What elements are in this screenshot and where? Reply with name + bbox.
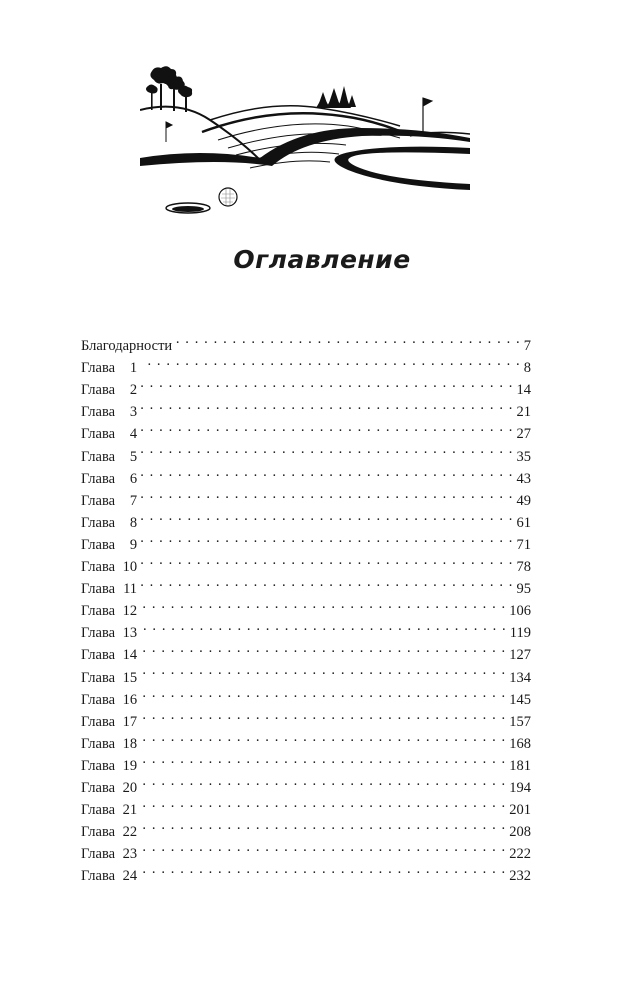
toc-entry[interactable]	[81, 350, 531, 377]
dot-leader	[176, 328, 521, 350]
toc-entry-title: Глава	[81, 647, 116, 664]
toc-entry-label	[81, 622, 137, 644]
toc-entry-title: Глава	[81, 868, 116, 885]
flag-right	[423, 98, 432, 132]
toc-entry-title: Глава	[81, 735, 116, 752]
toc-entry-page: 157	[509, 713, 531, 730]
toc-entry-number: 14	[122, 647, 138, 664]
toc-entry-number: 15	[122, 669, 138, 686]
page-title: Оглавление	[233, 244, 411, 274]
toc-entry-page: 49	[516, 492, 531, 509]
dot-leader	[141, 593, 506, 615]
toc-entry[interactable]	[81, 571, 531, 598]
dot-leader	[141, 792, 506, 814]
toc-entry-page: 8	[523, 360, 531, 377]
toc-entry[interactable]	[81, 704, 531, 730]
dot-leader	[141, 350, 521, 372]
toc-entry-title: Глава	[81, 404, 116, 421]
tree-cluster-left	[146, 66, 192, 112]
toc-entry-page: 106	[509, 603, 531, 620]
toc-entry-label	[81, 556, 137, 578]
toc-entry-page: 35	[516, 448, 531, 465]
toc-entry-title: Глава	[81, 779, 116, 796]
toc-entry-label	[81, 534, 137, 556]
golf-course-illustration	[140, 62, 470, 222]
fairway-dark-band	[334, 147, 470, 190]
dot-leader	[141, 505, 513, 527]
flag-left	[166, 122, 172, 142]
toc-entry[interactable]	[81, 593, 531, 620]
dot-leader	[141, 726, 506, 748]
toc-entry[interactable]	[81, 858, 531, 885]
toc-entry-label	[81, 777, 137, 799]
toc-entry-title: Глава	[81, 669, 116, 686]
toc-entry-number: 4	[129, 426, 138, 443]
toc-entry-label	[81, 490, 137, 512]
toc-entry-number: 17	[122, 713, 138, 730]
golf-ball	[219, 188, 237, 206]
dot-leader	[141, 527, 513, 549]
toc-entry-page: 181	[509, 757, 531, 774]
toc-entry-title: Глава	[81, 691, 116, 708]
toc-entry-title: Глава	[81, 536, 116, 553]
table-of-contents	[81, 328, 531, 885]
toc-entry-page: 27	[516, 426, 531, 443]
toc-entry[interactable]	[81, 527, 531, 553]
toc-entry[interactable]	[81, 792, 531, 819]
toc-entry-label	[81, 401, 137, 423]
toc-entry-number: 13	[122, 625, 138, 642]
toc-entry[interactable]	[81, 682, 531, 708]
tree-cluster-right	[316, 86, 356, 108]
dot-leader	[141, 858, 506, 880]
toc-entry-number: 23	[122, 846, 138, 863]
dot-leader	[141, 637, 506, 659]
toc-entry-label	[81, 733, 137, 755]
dot-leader	[141, 659, 506, 681]
toc-entry-number: 5	[129, 448, 138, 465]
toc-entry[interactable]	[81, 483, 531, 509]
toc-entry-number: 21	[122, 802, 138, 819]
toc-entry-title: Глава	[81, 559, 116, 576]
toc-entry-title: Глава	[81, 382, 116, 399]
dot-leader	[141, 836, 506, 858]
toc-entry-number: 24	[122, 868, 138, 885]
toc-entry[interactable]	[81, 659, 531, 686]
toc-entry-number: 10	[122, 559, 138, 576]
toc-entry-label	[81, 357, 137, 379]
toc-entry[interactable]	[81, 615, 531, 642]
toc-entry-label	[81, 755, 137, 777]
toc-entry-number: 7	[129, 492, 138, 509]
toc-entry-label	[81, 600, 137, 622]
toc-entry-label	[81, 821, 137, 843]
toc-entry[interactable]	[81, 748, 531, 774]
toc-entry-title: Глава	[81, 470, 116, 487]
toc-entry-number: 2	[129, 382, 138, 399]
toc-entry-page: 222	[509, 846, 531, 863]
toc-entry-number: 1	[129, 360, 138, 377]
toc-entry[interactable]	[81, 328, 531, 355]
toc-entry-number: 16	[122, 691, 138, 708]
toc-entry-number: 20	[122, 779, 138, 796]
toc-entry-page: 71	[516, 536, 531, 553]
dot-leader	[141, 682, 506, 704]
toc-entry-number: 6	[129, 470, 138, 487]
toc-entry[interactable]	[81, 726, 531, 752]
toc-entry-title: Глава	[81, 757, 116, 774]
toc-entry[interactable]	[81, 461, 531, 487]
toc-entry-title: Глава	[81, 824, 116, 841]
toc-entry-label	[81, 379, 137, 401]
toc-entry-number: 12	[122, 603, 138, 620]
toc-entry-page: 7	[523, 338, 531, 355]
toc-entry-label	[81, 667, 137, 689]
toc-entry[interactable]	[81, 372, 531, 399]
toc-entry-title: Глава	[81, 360, 116, 377]
toc-entry-title: Благодарности	[81, 338, 173, 355]
toc-entry[interactable]	[81, 637, 531, 664]
toc-entry-title: Глава	[81, 581, 116, 598]
toc-entry-number: 11	[123, 581, 138, 598]
toc-entry-page: 134	[509, 669, 531, 686]
toc-entry-label	[81, 865, 137, 887]
toc-entry-page: 127	[509, 647, 531, 664]
toc-entry-label	[81, 512, 137, 534]
toc-entry-page: 208	[509, 824, 531, 841]
toc-entry-page: 14	[516, 382, 531, 399]
toc-entry[interactable]	[81, 438, 531, 465]
toc-entry[interactable]	[81, 505, 531, 531]
dot-leader	[141, 416, 513, 438]
toc-entry-label	[81, 468, 137, 490]
toc-entry-page: 168	[509, 735, 531, 752]
toc-entry[interactable]	[81, 416, 531, 443]
dot-leader	[141, 461, 513, 483]
toc-entry-title: Глава	[81, 448, 116, 465]
dot-leader	[141, 615, 507, 637]
toc-entry-title: Глава	[81, 492, 116, 509]
toc-entry[interactable]	[81, 394, 531, 421]
toc-entry-page: 21	[516, 404, 531, 421]
toc-entry-label	[81, 689, 137, 711]
toc-entry-number: 8	[129, 514, 138, 531]
toc-entry-label	[81, 644, 137, 666]
toc-entry-title: Глава	[81, 603, 116, 620]
toc-entry-label	[81, 711, 137, 733]
dot-leader	[141, 814, 506, 836]
toc-entry-number: 19	[122, 757, 138, 774]
toc-entry-title: Глава	[81, 426, 116, 443]
toc-entry-label	[81, 446, 137, 468]
toc-entry-page: 43	[516, 470, 531, 487]
toc-entry-label	[81, 799, 137, 821]
toc-entry-number: 18	[122, 735, 138, 752]
toc-entry-title: Глава	[81, 802, 116, 819]
toc-entry-page: 194	[509, 779, 531, 796]
toc-entry-label	[81, 843, 137, 865]
toc-entry-title: Глава	[81, 846, 116, 863]
toc-entry-page: 78	[516, 559, 531, 576]
toc-entry-page: 61	[516, 514, 531, 531]
dot-leader	[141, 438, 513, 460]
dot-leader	[141, 372, 513, 394]
dot-leader	[141, 394, 513, 416]
dot-leader	[141, 770, 506, 792]
toc-entry-title: Глава	[81, 514, 116, 531]
toc-entry-page: 232	[509, 868, 531, 885]
toc-entry-label	[81, 578, 137, 600]
toc-entry-label	[81, 423, 137, 445]
toc-entry-page: 145	[509, 691, 531, 708]
toc-entry-page: 201	[509, 802, 531, 819]
toc-entry-number: 9	[129, 536, 138, 553]
toc-entry-page: 119	[509, 625, 531, 642]
toc-entry-page: 95	[516, 581, 531, 598]
dot-leader	[141, 549, 513, 571]
toc-entry-title: Глава	[81, 625, 116, 642]
dot-leader	[141, 571, 513, 593]
toc-entry-number: 3	[129, 404, 138, 421]
dot-leader	[141, 704, 506, 726]
toc-entry[interactable]	[81, 549, 531, 576]
toc-entry[interactable]	[81, 836, 531, 863]
dot-leader	[141, 748, 506, 770]
toc-entry[interactable]	[81, 770, 531, 796]
dot-leader	[141, 483, 513, 505]
toc-entry[interactable]	[81, 814, 531, 841]
toc-entry-title: Глава	[81, 713, 116, 730]
toc-entry-number: 22	[122, 824, 138, 841]
